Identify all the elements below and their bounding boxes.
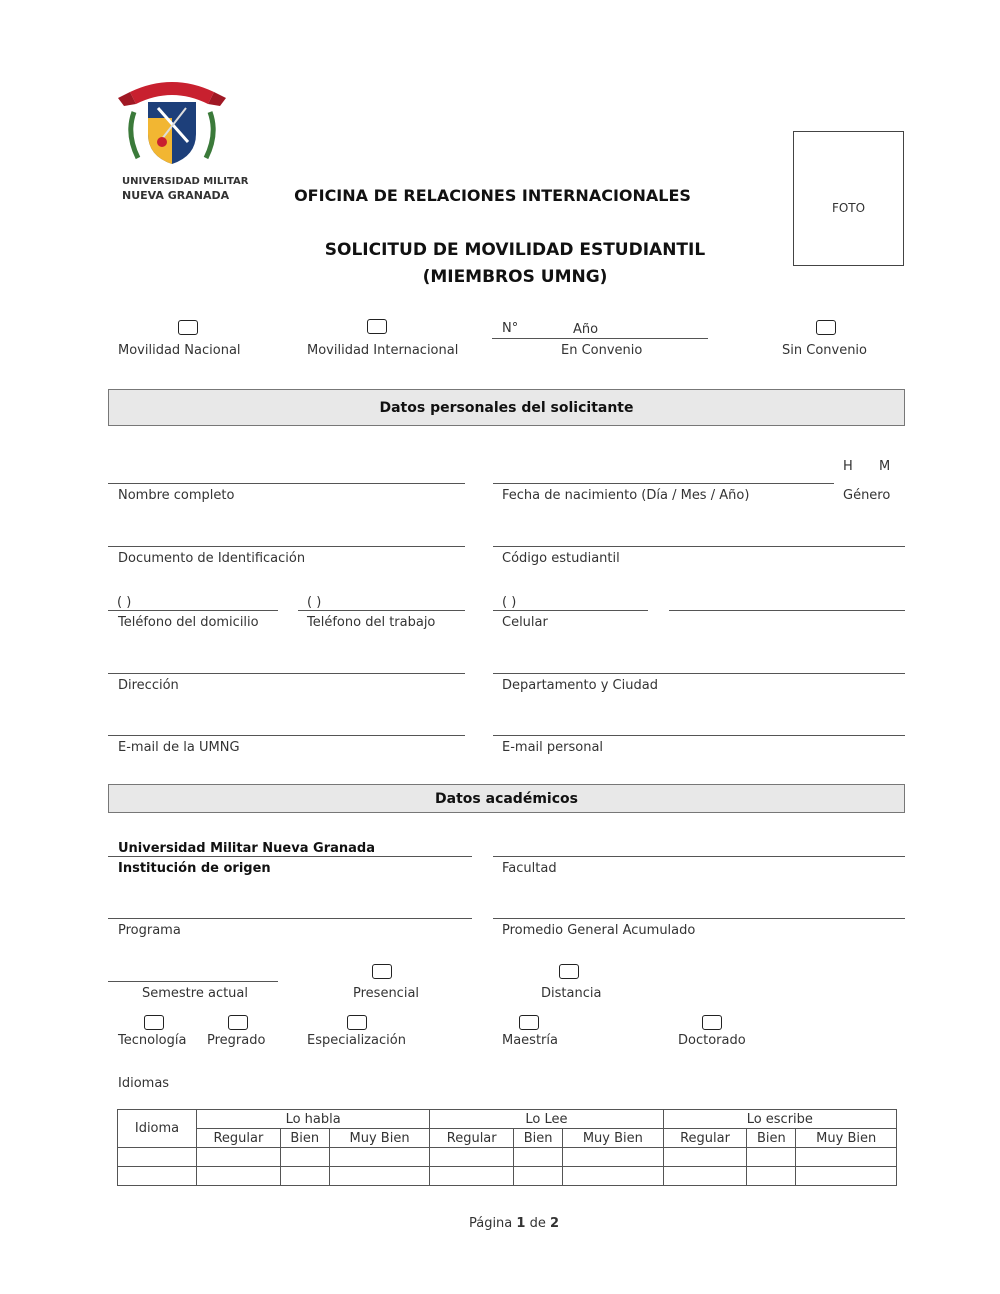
email-personal-label: E-mail personal xyxy=(502,740,604,755)
gender-m-label[interactable]: M xyxy=(879,459,891,474)
logo-name-line2: NUEVA GRANADA xyxy=(122,189,230,202)
table-row[interactable] xyxy=(118,1148,897,1167)
photo-label: FOTO xyxy=(831,201,866,215)
level-header: Bien xyxy=(514,1129,563,1148)
level-header: Regular xyxy=(197,1129,281,1148)
tecnologia-checkbox[interactable] xyxy=(144,1015,164,1030)
table-cell[interactable] xyxy=(329,1167,430,1186)
codigo-label: Código estudiantil xyxy=(502,551,620,566)
table-cell[interactable] xyxy=(747,1167,796,1186)
level-header: Regular xyxy=(663,1129,747,1148)
form-title: SOLICITUD DE MOVILIDAD ESTUDIANTIL xyxy=(324,240,706,260)
photo-box[interactable] xyxy=(793,131,904,266)
especializacion-label: Especialización xyxy=(307,1033,406,1048)
crest-icon xyxy=(112,72,232,172)
documento-label: Documento de Identificación xyxy=(118,551,306,566)
total-pages: 2 xyxy=(549,1216,560,1231)
numero-label: N° xyxy=(502,321,519,336)
institucion-value: Universidad Militar Nueva Granada xyxy=(118,841,375,856)
movilidad-internacional-checkbox[interactable] xyxy=(367,319,387,334)
programa-field[interactable] xyxy=(108,918,472,919)
level-header: Muy Bien xyxy=(563,1129,664,1148)
convenio-number-line[interactable] xyxy=(492,338,708,339)
table-cell[interactable] xyxy=(197,1148,281,1167)
table-cell[interactable] xyxy=(796,1167,897,1186)
lo-escribe-header: Lo escribe xyxy=(663,1110,896,1129)
university-logo xyxy=(112,72,249,207)
maestria-label: Maestría xyxy=(502,1033,558,1048)
institucion-label: Institución de origen xyxy=(118,861,271,876)
form-subtitle: (MIEMBROS UMNG) xyxy=(422,267,608,287)
email-personal-field[interactable] xyxy=(493,735,905,736)
table-cell[interactable] xyxy=(663,1148,747,1167)
pregrado-label: Pregrado xyxy=(207,1033,266,1048)
table-cell[interactable] xyxy=(329,1148,430,1167)
table-header-row xyxy=(118,1110,897,1129)
level-header: Muy Bien xyxy=(796,1129,897,1148)
promedio-label: Promedio General Acumulado xyxy=(502,923,696,938)
institucion-field[interactable] xyxy=(108,856,472,857)
table-cell[interactable] xyxy=(563,1148,664,1167)
lo-habla-header: Lo habla xyxy=(197,1110,430,1129)
en-convenio-label: En Convenio xyxy=(561,343,643,358)
genero-label: Género xyxy=(843,488,891,503)
fecha-label: Fecha de nacimiento (Día / Mes / Año) xyxy=(502,488,750,503)
table-cell[interactable] xyxy=(118,1167,197,1186)
email-umng-label: E-mail de la UMNG xyxy=(118,740,240,755)
direccion-label: Dirección xyxy=(118,678,179,693)
table-cell[interactable] xyxy=(514,1167,563,1186)
movilidad-internacional-label: Movilidad Internacional xyxy=(307,343,459,358)
anio-label: Año xyxy=(573,322,599,337)
tel-trab-label: Teléfono del trabajo xyxy=(307,615,436,630)
semestre-field[interactable] xyxy=(108,981,278,982)
distancia-checkbox[interactable] xyxy=(559,964,579,979)
pagina-text: Página xyxy=(468,1216,513,1231)
table-cell[interactable] xyxy=(663,1167,747,1186)
gender-h-label[interactable]: H xyxy=(843,459,853,474)
table-cell[interactable] xyxy=(563,1167,664,1186)
sin-convenio-checkbox[interactable] xyxy=(816,320,836,335)
level-header: Bien xyxy=(280,1129,329,1148)
page-footer xyxy=(0,1216,1000,1231)
movilidad-nacional-checkbox[interactable] xyxy=(178,320,198,335)
depto-label: Departamento y Ciudad xyxy=(502,678,658,693)
table-cell[interactable] xyxy=(514,1148,563,1167)
promedio-field[interactable] xyxy=(493,918,905,919)
doctorado-checkbox[interactable] xyxy=(702,1015,722,1030)
depto-field[interactable] xyxy=(493,673,905,674)
current-page: 1 xyxy=(516,1216,526,1231)
distancia-label: Distancia xyxy=(541,986,602,1001)
tel-dom-paren: ( ) xyxy=(117,595,132,610)
maestria-checkbox[interactable] xyxy=(519,1015,539,1030)
tecnologia-label: Tecnología xyxy=(118,1033,187,1048)
facultad-field[interactable] xyxy=(493,856,905,857)
table-cell[interactable] xyxy=(430,1167,514,1186)
table-row[interactable] xyxy=(118,1167,897,1186)
personal-data-header xyxy=(108,389,905,426)
idiomas-label: Idiomas xyxy=(118,1076,170,1091)
documento-field[interactable] xyxy=(108,546,465,547)
fecha-field[interactable] xyxy=(493,483,834,484)
nombre-label: Nombre completo xyxy=(118,488,235,503)
celular-extra-field[interactable] xyxy=(669,610,905,611)
celular-field[interactable] xyxy=(493,610,648,611)
celular-paren: ( ) xyxy=(502,595,517,610)
table-cell[interactable] xyxy=(118,1148,197,1167)
semestre-label: Semestre actual xyxy=(142,986,248,1001)
lo-lee-header: Lo Lee xyxy=(430,1110,663,1129)
nombre-field[interactable] xyxy=(108,483,465,484)
academic-data-header xyxy=(108,784,905,813)
presencial-checkbox[interactable] xyxy=(372,964,392,979)
personal-data-title: Datos personales del solicitante xyxy=(379,400,634,416)
tel-trab-field[interactable] xyxy=(298,610,465,611)
especializacion-checkbox[interactable] xyxy=(347,1015,367,1030)
table-cell[interactable] xyxy=(796,1148,897,1167)
table-cell[interactable] xyxy=(197,1167,281,1186)
table-subheader-row xyxy=(118,1129,897,1148)
tel-dom-field[interactable] xyxy=(108,610,278,611)
table-cell[interactable] xyxy=(430,1148,514,1167)
doctorado-label: Doctorado xyxy=(678,1033,746,1048)
pregrado-checkbox[interactable] xyxy=(228,1015,248,1030)
table-cell[interactable] xyxy=(280,1148,329,1167)
table-cell[interactable] xyxy=(747,1148,796,1167)
level-header: Regular xyxy=(430,1129,514,1148)
movilidad-nacional-label: Movilidad Nacional xyxy=(118,343,241,358)
sin-convenio-label: Sin Convenio xyxy=(782,343,868,358)
tel-trab-paren: ( ) xyxy=(307,595,322,610)
idioma-header: Idioma xyxy=(118,1110,197,1148)
facultad-label: Facultad xyxy=(502,861,557,876)
direccion-field[interactable] xyxy=(108,673,465,674)
level-header: Muy Bien xyxy=(329,1129,430,1148)
academic-data-title: Datos académicos xyxy=(435,791,578,807)
de-text: de xyxy=(529,1216,546,1231)
programa-label: Programa xyxy=(118,923,181,938)
level-header: Bien xyxy=(747,1129,796,1148)
codigo-field[interactable] xyxy=(493,546,905,547)
celular-label: Celular xyxy=(502,615,548,630)
email-umng-field[interactable] xyxy=(108,735,465,736)
logo-name-line1: UNIVERSIDAD MILITAR xyxy=(122,176,249,187)
presencial-label: Presencial xyxy=(353,986,420,1001)
office-title: OFICINA DE RELACIONES INTERNACIONALES xyxy=(294,186,691,205)
languages-table xyxy=(117,1109,897,1186)
tel-dom-label: Teléfono del domicilio xyxy=(118,615,259,630)
table-cell[interactable] xyxy=(280,1167,329,1186)
